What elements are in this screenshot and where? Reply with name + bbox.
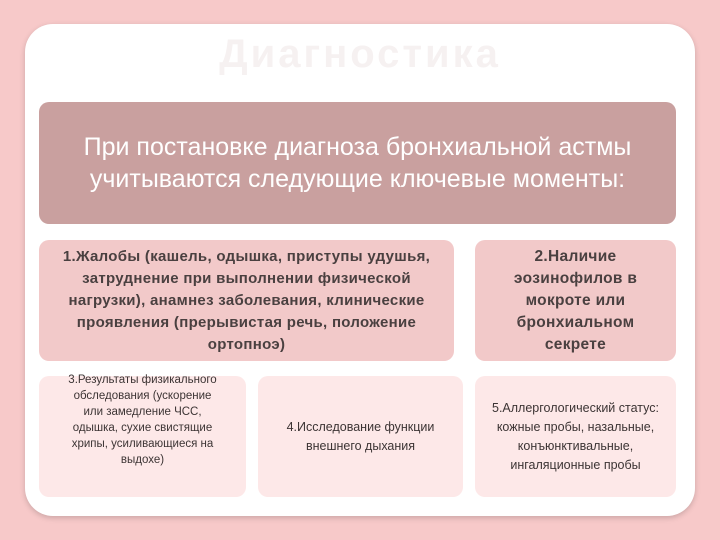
allergy-status-text: 5.Аллергологический статус: кожные пробы, назальные, конъюнктивальные, ингаляционные пробы [492,400,659,472]
slide-title: Диагностика [219,32,501,76]
allergy-status-box [475,376,676,497]
lung-function-box [258,376,463,497]
physical-exam-text: 3.Результаты физикального обследования (ускорение или замедление ЧСС, одышка, сухие свистящие хрипы, усиливающиеся на выдохе) [68,374,217,466]
complaints-text: 1.Жалобы (кашель, одышка, приступы удушья, затруднение при выполнении физической нагрузки), анамнез заболевания, клинические проявления (прерывистая речь, положение ортопноэ) [62,247,431,353]
lung-function-text: 4.Исследование функции внешнего дыхания [286,419,435,453]
eosinophils-text: 2.Наличие эозинофилов в мокроте или бронхиальном секрете [513,247,638,353]
eosinophils-box [475,240,676,361]
header-box [39,102,676,224]
header-text: При постановке диагноза бронхиальной астмы учитываются следующие ключевые моменты: [83,133,632,193]
physical-exam-box [39,376,246,497]
complaints-box [39,240,454,361]
